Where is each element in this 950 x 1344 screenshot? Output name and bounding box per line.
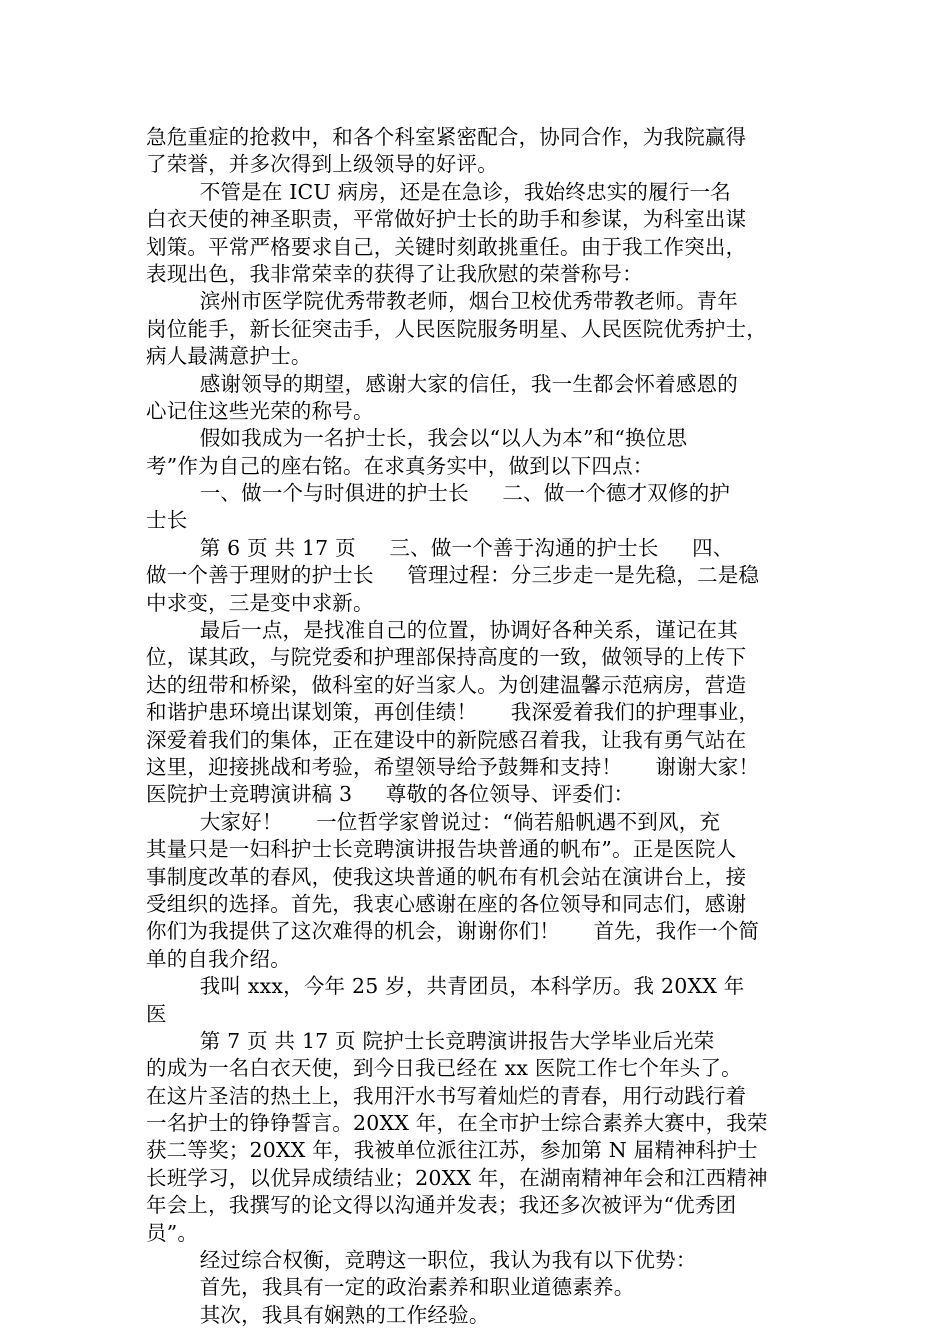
text-line: 我叫 xxx，今年 25 岁，共青团员，本科学历。我 20XX 年	[146, 974, 745, 999]
text-line: 考”作为自己的座右铭。在求真务实中，做到以下四点：	[146, 453, 654, 478]
text-line: 不管是在 ICU 病房，还是在急诊，我始终忠实的履行一名	[146, 179, 731, 204]
text-line: 士长	[146, 508, 188, 533]
text-line: 这里，迎接挑战和考验，希望领导给予鼓舞和支持！ 谢谢大家！	[146, 754, 760, 779]
text-line: 感谢领导的期望，感谢大家的信任，我一生都会怀着感恩的	[146, 371, 738, 396]
text-line: 员”。	[146, 1220, 199, 1245]
text-line: 其次，我具有娴熟的工作经验。	[146, 1302, 490, 1327]
text-line: 大家好！ 一位哲学家曾说过：“倘若船帆遇不到风，充	[146, 809, 721, 834]
text-line: 中求变，三是变中求新。	[146, 590, 374, 615]
text-line: 长班学习，以优异成绩结业；20XX 年，在湖南精神年会和江西精神	[146, 1165, 768, 1190]
text-line: 医	[146, 1001, 167, 1026]
text-line: 首先，我具有一定的政治素养和职业道德素养。	[146, 1275, 635, 1300]
text-line: 滨州市医学院优秀带教老师，烟台卫校优秀带教老师。青年	[146, 289, 738, 314]
text-line: 经过综合权衡，竞聘这一职位，我认为我有以下优势：	[146, 1248, 697, 1273]
text-line: 第 6 页 共 17 页 三、做一个善于沟通的护士长 四、	[146, 535, 734, 560]
text-line: 和谐护患环境出谋划策，再创佳绩！ 我深爱着我们的护理事业，	[146, 700, 760, 725]
text-line: 一、做一个与时俱进的护士长 二、做一个德才双修的护	[146, 481, 731, 506]
text-line: 其量只是一妇科护士长竞聘演讲报告块普通的帆布”。正是医院人	[146, 837, 737, 862]
text-line: 划策。平常严格要求自己，关键时刻敢挑重任。由于我工作突出，	[146, 234, 747, 259]
text-line: 心记住这些光荣的称号。	[146, 398, 374, 423]
text-line: 医院护士竞聘演讲稿 3 尊敬的各位领导、评委们：	[146, 782, 635, 807]
text-line: 达的纽带和桥梁，做科室的好当家人。为创建温馨示范病房，营造	[146, 672, 747, 697]
text-line: 深爱着我们的集体，正在建设中的新院感召着我，让我有勇气站在	[146, 727, 747, 752]
text-line: 病人最满意护士。	[146, 344, 312, 369]
text-line: 你们为我提供了这次难得的机会，谢谢你们！ 首先，我作一个简	[146, 919, 760, 944]
text-line: 了荣誉，并多次得到上级领导的好评。	[146, 152, 498, 177]
text-line: 受组织的选择。首先，我衷心感谢在座的各位领导和同志们，感谢	[146, 891, 747, 916]
text-line: 第 7 页 共 17 页 院护士长竞聘演讲报告大学毕业后光荣	[146, 1028, 715, 1053]
document-body-text	[146, 124, 808, 1329]
text-line: 表现出色，我非常荣幸的获得了让我欣慰的荣誉称号：	[146, 261, 643, 286]
text-line: 单的自我介绍。	[146, 946, 291, 971]
text-line: 获二等奖；20XX 年，我被单位派往江苏，参加第 N 届精神科护士	[146, 1138, 758, 1163]
text-line: 事制度改革的春风，使我这块普通的帆布有机会站在演讲台上，接	[146, 864, 747, 889]
text-line: 岗位能手，新长征突击手，人民医院服务明星、人民医院优秀护士，	[146, 316, 767, 341]
text-line: 在这片圣洁的热土上，我用汗水书写着灿烂的青春，用行动践行着	[146, 1083, 747, 1108]
text-line: 年会上，我撰写的论文得以沟通并发表；我还多次被评为“优秀团	[146, 1193, 737, 1218]
text-line: 最后一点，是找准自己的位置，协调好各种关系，谨记在其	[146, 618, 738, 643]
text-line: 的成为一名白衣天使，到今日我已经在 xx 医院工作七个年头了。	[146, 1056, 742, 1081]
text-line: 位，谋其政，与院党委和护理部保持高度的一致，做领导的上传下	[146, 645, 747, 670]
text-line: 白衣天使的神圣职责，平常做好护士长的助手和参谋，为科室出谋	[146, 207, 747, 232]
text-line: 假如我成为一名护士长，我会以“以人为本”和“换位思	[146, 426, 688, 451]
text-line: 一名护士的铮铮誓言。20XX 年，在全市护士综合素养大赛中，我荣	[146, 1111, 768, 1136]
text-line: 做一个善于理财的护士长 管理过程：分三步走一是先稳，二是稳	[146, 563, 760, 588]
text-line: 急危重症的抢救中，和各个科室紧密配合，协同合作，为我院赢得	[146, 125, 747, 149]
